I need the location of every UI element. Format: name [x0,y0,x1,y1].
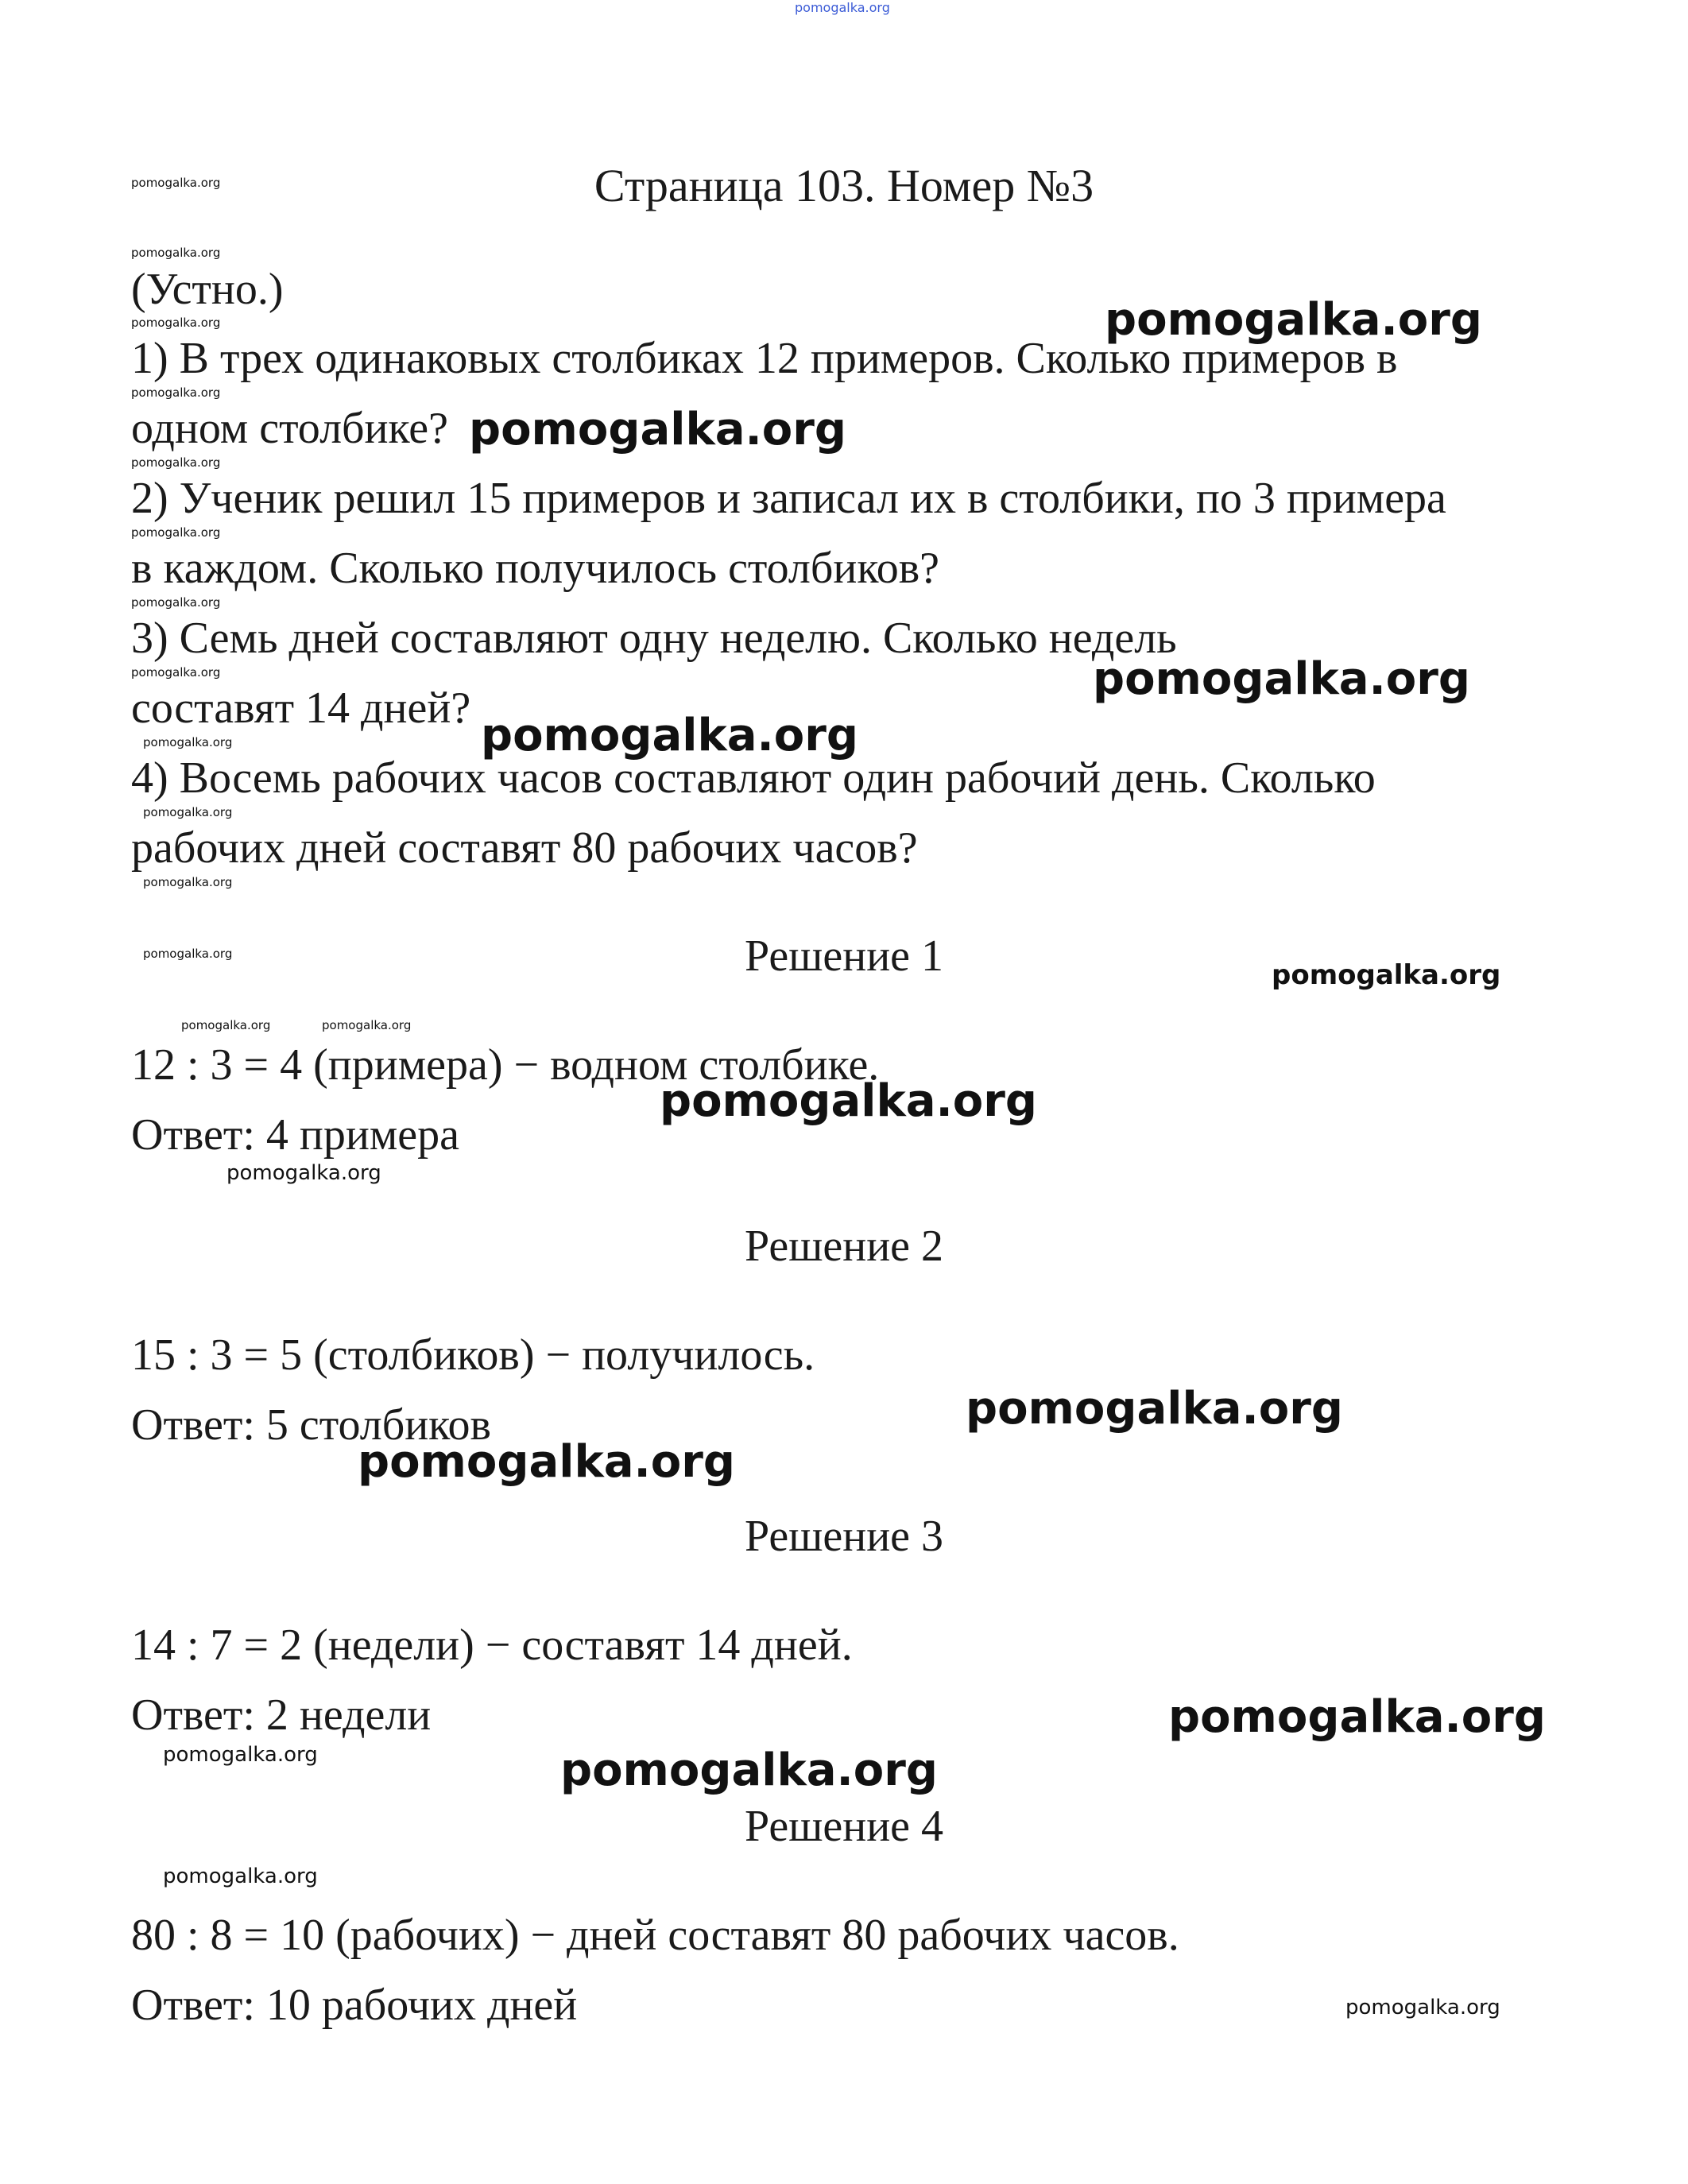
watermark: pomogalka.org [131,665,221,680]
watermark-large: pomogalka.org [1105,294,1482,346]
watermark: pomogalka.org [1272,959,1501,991]
solution-2-answer: Ответ: 5 столбиков [131,1400,491,1450]
watermark: pomogalka.org [226,1161,381,1185]
solution-4-heading: Решение 4 [744,1802,944,1851]
task-2-line-1: 2) Ученик решил 15 примеров и записал их в столбики, по 3 примера [131,474,1446,523]
watermark: pomogalka.org [131,595,221,610]
watermark: pomogalka.org [143,947,233,961]
watermark: pomogalka.org [131,176,221,190]
watermark-top: pomogalka.org [795,0,890,15]
watermark-large: pomogalka.org [660,1075,1037,1127]
watermark: pomogalka.org [131,455,221,470]
watermark-large: pomogalka.org [481,710,858,761]
solution-3-calc: 14 : 7 = 2 (недели) − составят 14 дней. [131,1621,853,1670]
watermark: pomogalka.org [143,805,233,819]
intro-text: (Устно.) [131,265,284,314]
watermark: pomogalka.org [131,246,221,260]
solution-1-heading: Решение 1 [744,931,944,981]
solution-3-heading: Решение 3 [744,1512,944,1561]
watermark: pomogalka.org [1345,1996,1500,2019]
solution-2-calc: 15 : 3 = 5 (столбиков) − получилось. [131,1330,815,1380]
watermark: pomogalka.org [322,1018,412,1032]
task-1-line-1: 1) В трех одинаковых столбиках 12 примеров. Сколько примеров в [131,334,1398,383]
task-1-line-2: одном столбике? [131,404,448,453]
task-3-line-2: составят 14 дней? [131,683,471,733]
task-2-line-2: в каждом. Сколько получилось столбиков? [131,544,939,593]
solution-1-answer: Ответ: 4 примера [131,1110,459,1160]
watermark: pomogalka.org [131,385,221,400]
watermark: pomogalka.org [163,1865,318,1888]
watermark: pomogalka.org [131,525,221,540]
task-3-line-1: 3) Семь дней составляют одну неделю. Сколько недель [131,614,1177,663]
watermark-large: pomogalka.org [560,1744,938,1796]
watermark-large: pomogalka.org [358,1436,735,1488]
watermark-large: pomogalka.org [1168,1691,1546,1743]
solution-4-calc: 80 : 8 = 10 (рабочих) − дней составят 80 рабочих часов. [131,1911,1179,1960]
watermark-large: pomogalka.org [1093,653,1470,705]
solution-2-heading: Решение 2 [744,1222,944,1271]
solution-4-answer: Ответ: 10 рабочих дней [131,1981,578,2030]
solution-3-answer: Ответ: 2 недели [131,1690,432,1740]
page-title: Страница 103. Номер №3 [594,160,1094,211]
watermark: pomogalka.org [163,1743,318,1767]
watermark-large: pomogalka.org [469,404,846,455]
watermark: pomogalka.org [181,1018,271,1032]
task-4-line-1: 4) Восемь рабочих часов составляют один рабочий день. Сколько [131,753,1376,803]
watermark: pomogalka.org [131,316,221,330]
solution-1-calc: 12 : 3 = 4 (примера) − водном столбике. [131,1040,880,1090]
watermark: pomogalka.org [143,735,233,749]
watermark: pomogalka.org [143,875,233,889]
watermark-large: pomogalka.org [966,1383,1343,1435]
task-4-line-2: рабочих дней составят 80 рабочих часов? [131,823,918,873]
